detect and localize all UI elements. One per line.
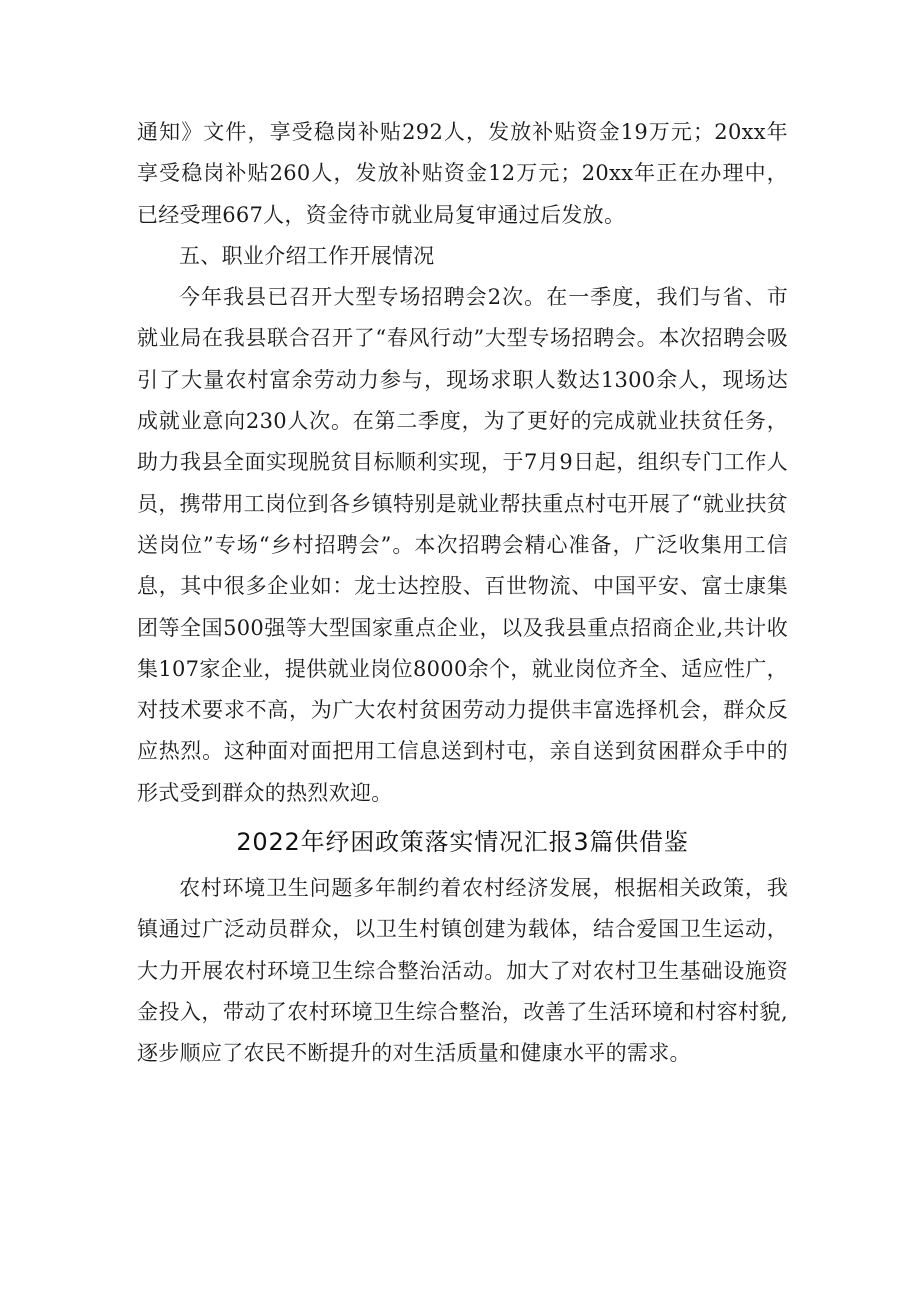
paragraph-rural-sanitation: 农村环境卫生问题多年制约着农村经济发展，根据相关政策，我镇通过广泛动员群众，以卫生村镇创建为载体，结合爱国卫生运动，大力开展农村环境卫生综合整治活动。加大了对农村卫生基础设施资金投入，带动了农村环境卫生综合整治，改善了生活环境和村容村貌,逐步顺应了农民不断提升的对生活质量和健康水平的需求。 <box>137 876 788 1066</box>
paragraph-job-fairs: 今年我县已召开大型专场招聘会2次。在一季度，我们与省、市就业局在我县联合召开了“春风行动”大型专场招聘会。本次招聘会吸引了大量农村富余劳动力参与，现场求职人数达1300余人，现场达成就业意向230人次。在第二季度，为了更好的完成就业扶贫任务，助力我县全面实现脱贫目标顺利实现，于7月9日起，组织专门工作人员，携带用工岗位到各乡镇特别是就业帮扶重点村屯开展了“就业扶贫送岗位”专场“乡村招聘会”。本次招聘会精心准备，广泛收集用工信息，其中很多企业如：龙士达控股、百世物流、中国平安、富士康集团等全国500强等大型国家重点企业，以及我县重点招商企业,共计收集107家企业，提供就业岗位8000余个，就业岗位齐全、适应性广，对技术要求不高，为广大农村贫困劳动力提供丰富选择机会，群众反应热烈。这种面对面把用工信息送到村屯，亲自送到贫困群众手中的形式受到群众的热烈欢迎。 <box>137 285 788 805</box>
document-body <box>137 112 788 1075</box>
section-heading-job-referral: 五、职业介绍工作开展情况 <box>179 243 435 268</box>
paragraph-subsidy-continuation: 通知》文件，享受稳岗补贴292人，发放补贴资金19万元；20xx年享受稳岗补贴260人，发放补贴资金12万元；20xx年正在办理中，已经受理667人，资金待市就业局复审通过后发放。 <box>137 120 788 227</box>
document-title: 2022年纾困政策落实情况汇报3篇供借鉴 <box>236 828 689 857</box>
